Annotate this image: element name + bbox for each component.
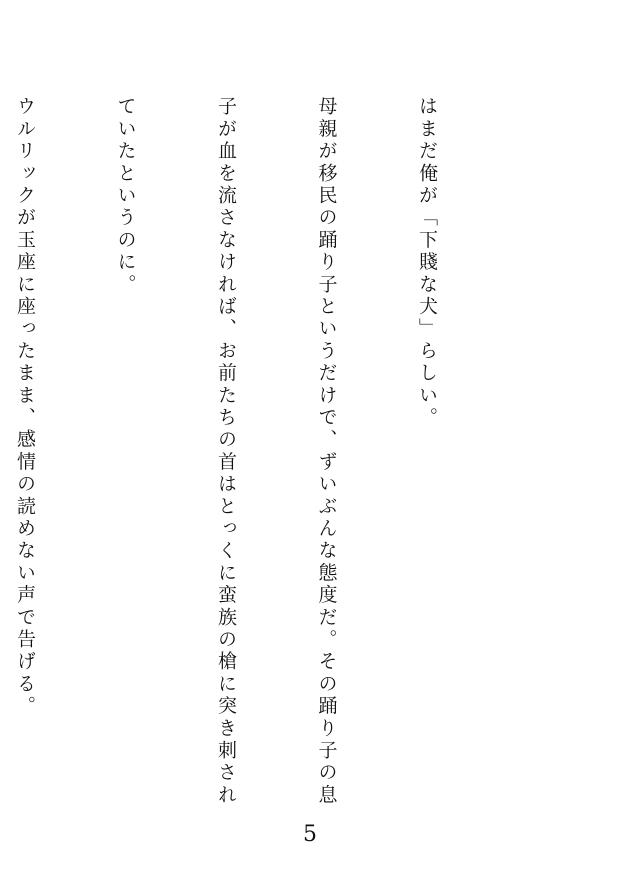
text-line: 子が血を流さなければ、お前たちの首はとっくに蛮族の槍に突き刺され — [215, 96, 237, 807]
text-line: 母親が移民の踊り子というだけで、ずいぶんな態度だ。その踊り子の息 — [315, 96, 338, 807]
text-line: ウルリックが玉座に座ったまま、感情の読めない声で告げる。 — [14, 96, 36, 718]
text-line: ていたというのに。 — [114, 96, 137, 296]
text-line: はまだ俺が「下賤な犬」らしい。 — [416, 96, 438, 429]
vertical-body-text — [0, 96, 510, 816]
page-number: 5 — [303, 822, 317, 847]
